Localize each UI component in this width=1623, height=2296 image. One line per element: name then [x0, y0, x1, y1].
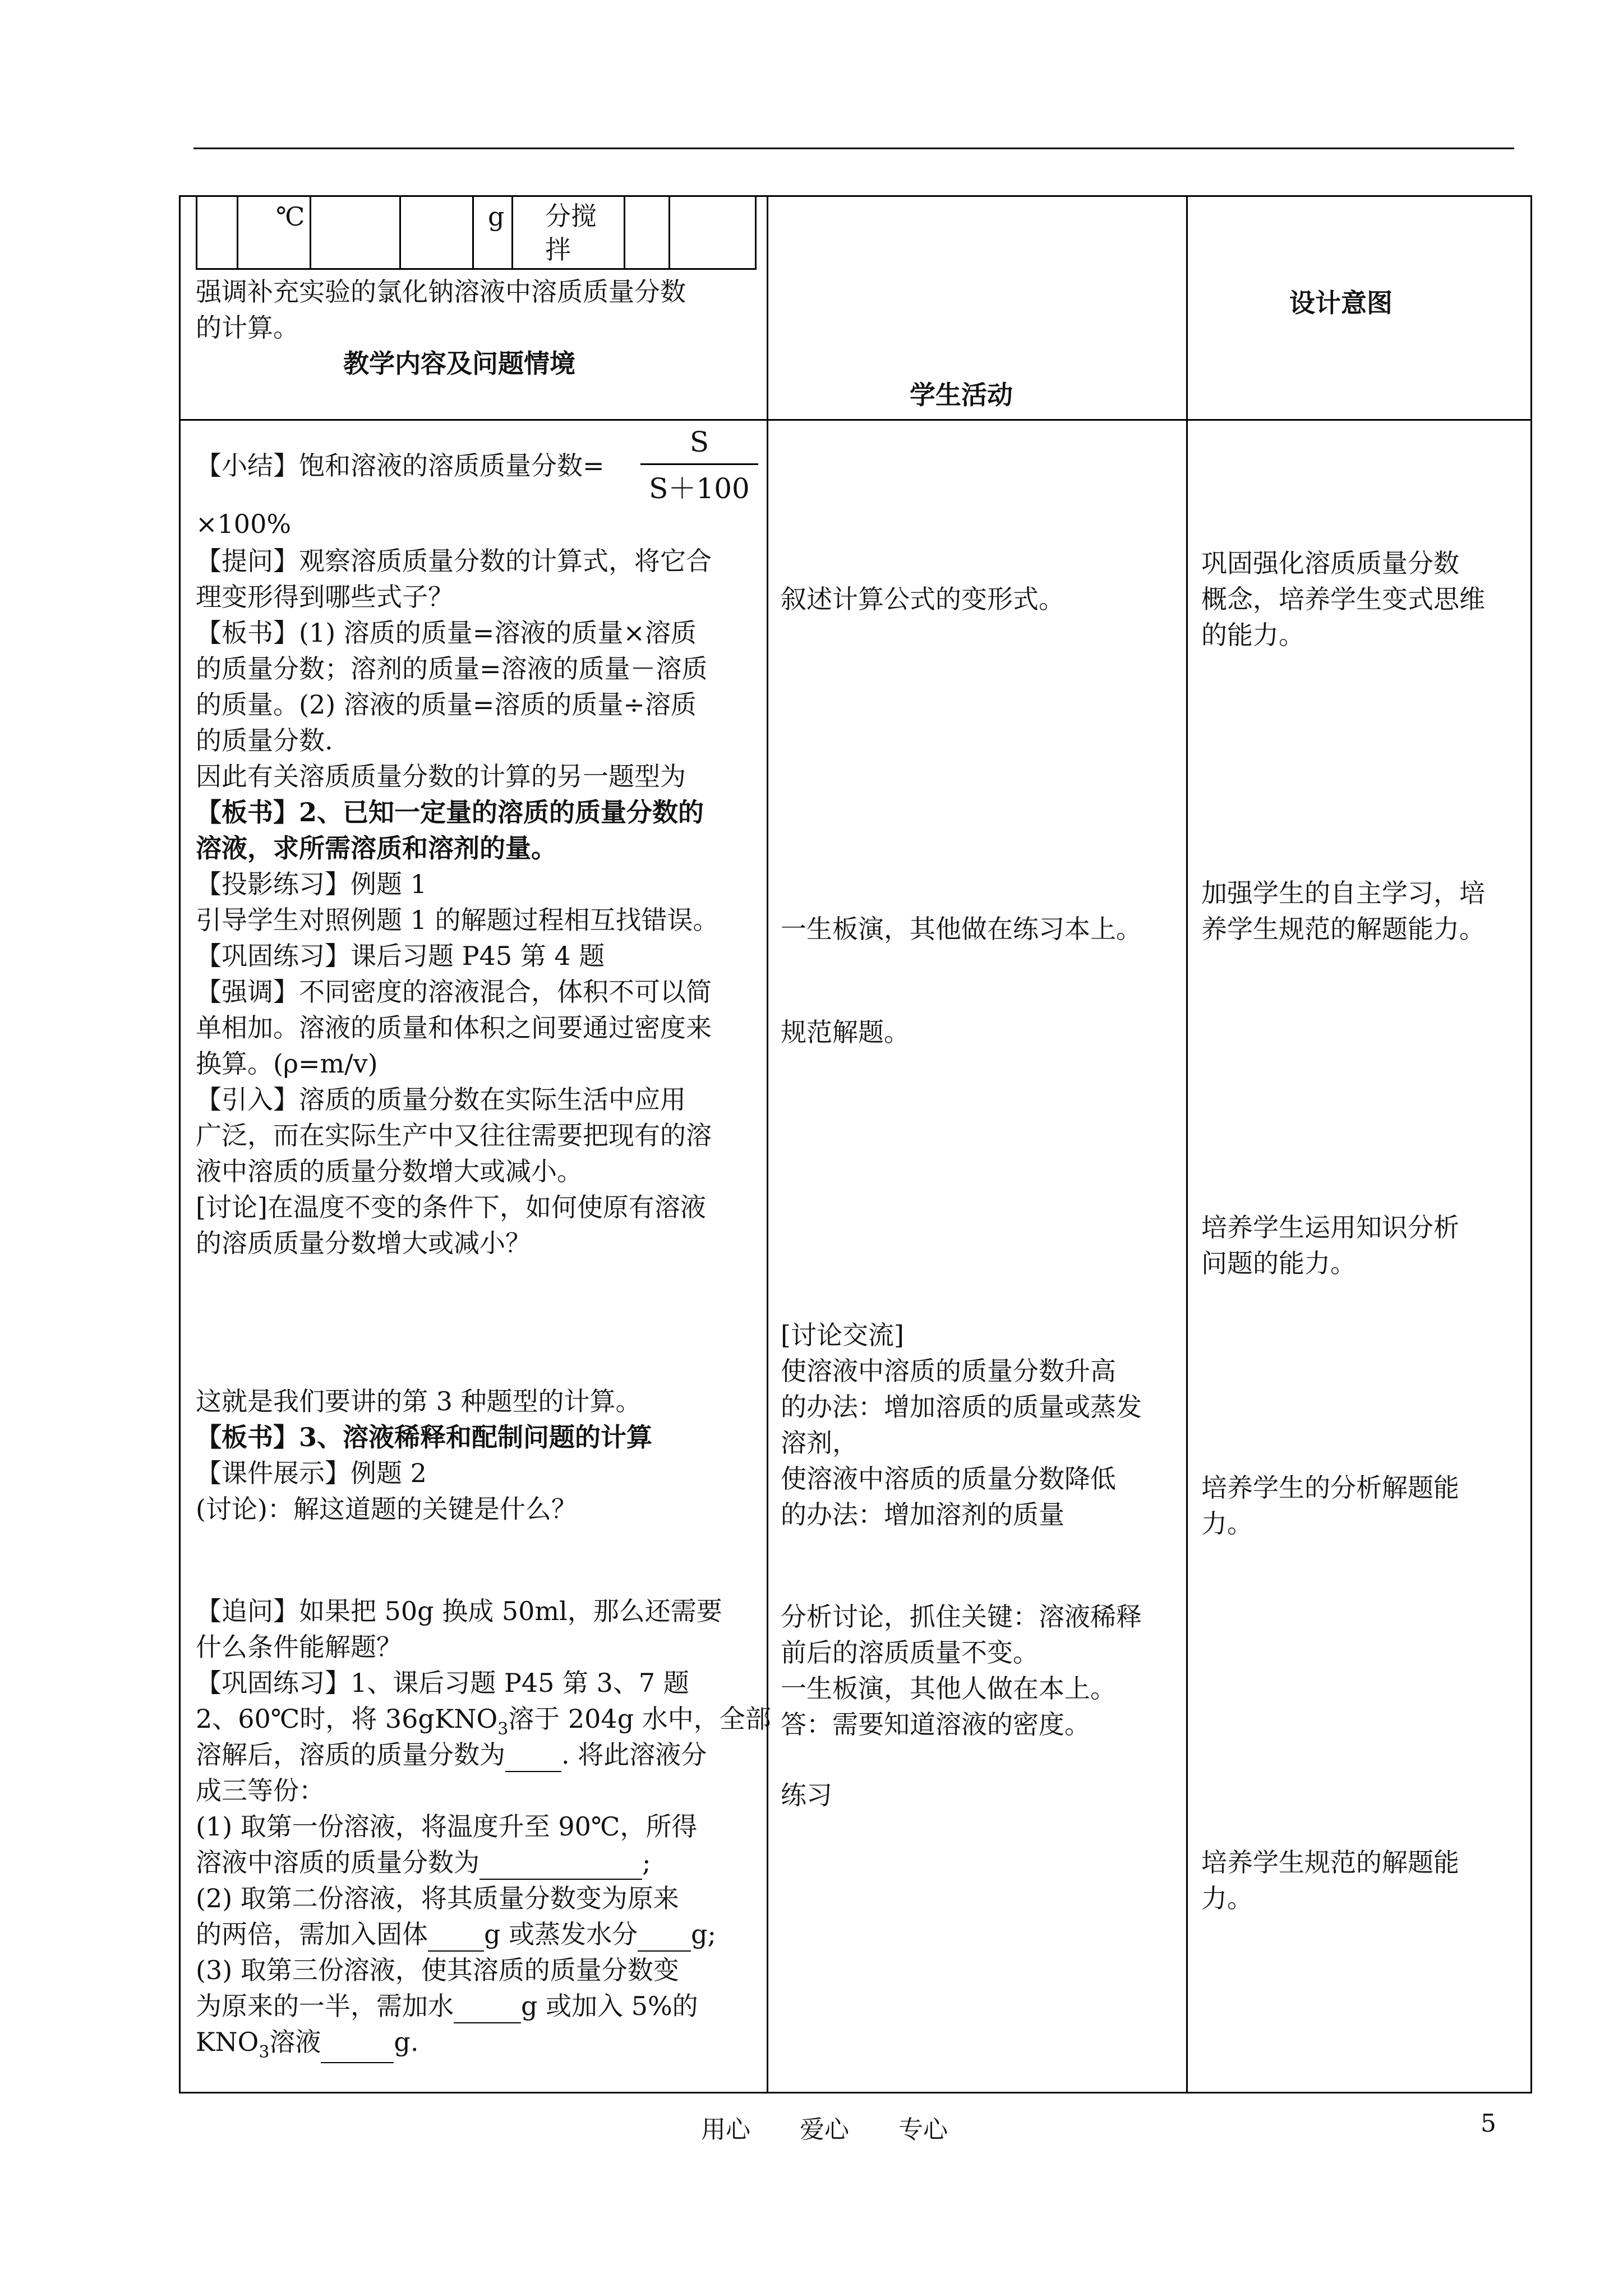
header-student-activity: 学生活动	[910, 380, 1013, 410]
intent-line: 培养学生运用知识分析	[1201, 1212, 1459, 1243]
header-rule	[193, 148, 1514, 149]
intent-line: 培养学生的分析解题能	[1201, 1473, 1459, 1503]
text-span: g 或蒸发水分	[484, 1919, 638, 1949]
content-line: 广泛，而在实际生产中又往往需要把现有的溶	[196, 1120, 712, 1151]
intent-line: 巩固强化溶质质量分数	[1201, 548, 1459, 578]
experiment-fragment-table	[196, 197, 757, 270]
content-line: [讨论]在温度不变的条件下，如何使原有溶液	[196, 1192, 706, 1222]
content-line: 换算。(ρ=m/v)	[196, 1048, 378, 1079]
content-line: 液中溶质的质量分数增大或减小。	[196, 1156, 583, 1186]
text-span: ;	[642, 1847, 651, 1878]
column-divider-1	[767, 197, 768, 2092]
answer-blank[interactable]	[454, 1996, 521, 2023]
header-teaching-content: 教学内容及问题情境	[343, 348, 575, 379]
activity-line: 一生板演，其他做在练习本上。	[781, 914, 1142, 944]
subscript: 3	[497, 1719, 509, 1739]
content-line	[196, 1701, 771, 1740]
text-span: 溶液中溶质的质量分数为	[196, 1847, 479, 1878]
content-line: 单相加。溶液的质量和体积之间要通过密度来	[196, 1013, 712, 1043]
intent-line: 加强学生的自主学习，培	[1201, 878, 1485, 908]
activity-line: 使溶液中溶质的质量分数升高	[781, 1356, 1116, 1386]
activity-line: 规范解题。	[781, 1017, 910, 1047]
content-line: 【强调】不同密度的溶液混合，体积不可以简	[196, 977, 712, 1007]
intent-line: 养学生规范的解题能力。	[1201, 914, 1485, 944]
fragment-cell-divider	[472, 197, 474, 268]
activity-line: 答：需要知道溶液的密度。	[781, 1709, 1090, 1740]
content-line: (1) 取第一份溶液，将温度升至 90℃，所得	[196, 1811, 698, 1842]
activity-line: 使溶液中溶质的质量分数降低	[781, 1464, 1116, 1494]
content-line: 【追问】如果把 50g 换成 50ml，那么还需要	[196, 1596, 722, 1626]
content-line: 理变形得到哪些式子？	[196, 582, 454, 612]
text-span: g;	[691, 1919, 717, 1949]
answer-blank[interactable]	[638, 1925, 691, 1952]
fragment-cell-temp: ℃	[276, 201, 305, 232]
fragment-cell-divider	[399, 197, 401, 268]
formula-denominator: S＋100	[649, 472, 750, 505]
activity-line: 练习	[781, 1780, 832, 1810]
fraction-bar	[640, 463, 758, 465]
activity-line: 叙述计算公式的变形式。	[781, 584, 1064, 614]
fragment-cell-divider	[668, 197, 670, 268]
content-line: (2) 取第二份溶液，将其质量分数变为原来	[196, 1883, 679, 1913]
intent-line: 概念，培养学生变式思维	[1201, 584, 1485, 614]
activity-line: [讨论交流]	[781, 1320, 904, 1350]
text-span: 溶于 204g 水中，全部	[508, 1704, 771, 1734]
text-span: 的两倍，需加入固体	[196, 1919, 428, 1949]
answer-blank[interactable]	[321, 2036, 394, 2063]
activity-line: 的办法：增加溶质的质量或蒸发	[781, 1392, 1142, 1422]
summary-formula-label: 【小结】饱和溶液的溶质质量分数=	[196, 450, 605, 481]
text-span: g.	[394, 2027, 419, 2057]
fragment-cell-unit: g	[488, 201, 505, 232]
note-line-2: 的计算。	[196, 312, 299, 343]
content-line-bold: 【板书】2、已知一定量的溶质的质量分数的	[196, 797, 704, 827]
content-line: 成三等份：	[196, 1775, 325, 1806]
content-line: 什么条件能解题？	[196, 1632, 402, 1662]
fragment-cell-stir: 分搅 拌	[545, 201, 597, 265]
content-line: 的质量分数.	[196, 725, 333, 756]
activity-line: 的办法：增加溶剂的质量	[781, 1499, 1064, 1530]
content-line	[196, 1917, 716, 1952]
content-line: 【板书】(1) 溶质的质量=溶液的质量×溶质	[196, 618, 697, 648]
answer-blank[interactable]	[428, 1925, 484, 1952]
content-line: 【巩固练习】1、课后习题 P45 第 3、7 题	[196, 1668, 689, 1698]
content-line	[196, 2024, 419, 2063]
text-span: 溶液	[269, 2027, 321, 2057]
fragment-cell-divider	[237, 197, 238, 268]
text-span: 为原来的一半，需加水	[196, 1991, 454, 2021]
content-line: 引导学生对照例题 1 的解题过程相互找错误。	[196, 905, 719, 935]
content-line-bold: 【板书】3、溶液稀释和配制问题的计算	[196, 1422, 653, 1452]
activity-line: 溶剂，	[781, 1428, 858, 1458]
activity-line: 前后的溶质质量不变。	[781, 1637, 1039, 1668]
fragment-cell-divider	[511, 197, 513, 268]
content-line: 的质量分数；溶剂的质量=溶液的质量－溶质	[196, 654, 708, 684]
content-line: 的质量。(2) 溶液的质量=溶质的质量÷溶质	[196, 689, 697, 720]
text-span: g 或加入 5%的	[521, 1991, 698, 2021]
content-line: 因此有关溶质质量分数的计算的另一题型为	[196, 761, 686, 792]
text-span: 2、60℃时，将 36gKNO	[196, 1704, 498, 1734]
text-span: . 将此溶液分	[561, 1740, 707, 1770]
fragment-cell-divider	[624, 197, 625, 268]
content-line	[196, 1845, 651, 1880]
fragment-cell-divider	[310, 197, 311, 268]
intent-line: 问题的能力。	[1201, 1248, 1356, 1278]
lesson-plan-table	[179, 195, 1532, 2093]
subscript: 3	[259, 2042, 270, 2062]
intent-line: 培养学生规范的解题能	[1201, 1847, 1459, 1878]
intent-line: 力。	[1201, 1508, 1253, 1539]
content-line: (讨论)：解这道题的关键是什么？	[196, 1494, 577, 1524]
content-line	[196, 1737, 707, 1772]
text-span: KNO	[196, 2027, 259, 2057]
activity-line: 分析讨论，抓住关键：溶液稀释	[781, 1602, 1142, 1632]
content-line: 的溶质质量分数增大或减小？	[196, 1228, 531, 1258]
answer-blank[interactable]	[505, 1745, 561, 1772]
header-row-divider	[181, 419, 1530, 421]
formula-numerator: S	[689, 426, 709, 458]
content-line: 【课件展示】例题 2	[196, 1458, 427, 1488]
intent-line: 力。	[1201, 1883, 1253, 1913]
content-line: 【引入】溶质的质量分数在实际生活中应用	[196, 1084, 686, 1115]
content-line-bold: 溶液，求所需溶质和溶剂的量。	[196, 833, 557, 863]
content-line	[196, 1989, 698, 2023]
note-line-1: 强调补充实验的氯化钠溶液中溶质质量分数	[196, 277, 686, 307]
content-line: (3) 取第三份溶液，使其溶质的质量分数变	[196, 1955, 679, 1985]
column-divider-2	[1186, 197, 1188, 2092]
text-span: 溶解后，溶质的质量分数为	[196, 1740, 505, 1770]
intent-line: 的能力。	[1201, 620, 1304, 650]
content-line: 【巩固练习】课后习题 P45 第 4 题	[196, 941, 605, 971]
content-line: 【提问】观察溶质质量分数的计算式，将它合	[196, 546, 712, 576]
page-number: 5	[1481, 2109, 1496, 2138]
content-line: 【投影练习】例题 1	[196, 869, 427, 899]
footer-motto: 用心 爱心 专心	[701, 2115, 948, 2144]
header-design-intent: 设计意图	[1289, 288, 1393, 318]
activity-line: 一生板演，其他人做在本上。	[781, 1673, 1116, 1704]
content-line: 这就是我们要讲的第 3 种题型的计算。	[196, 1386, 642, 1416]
answer-blank[interactable]	[479, 1853, 642, 1880]
times-100-percent: ×100%	[196, 509, 292, 539]
